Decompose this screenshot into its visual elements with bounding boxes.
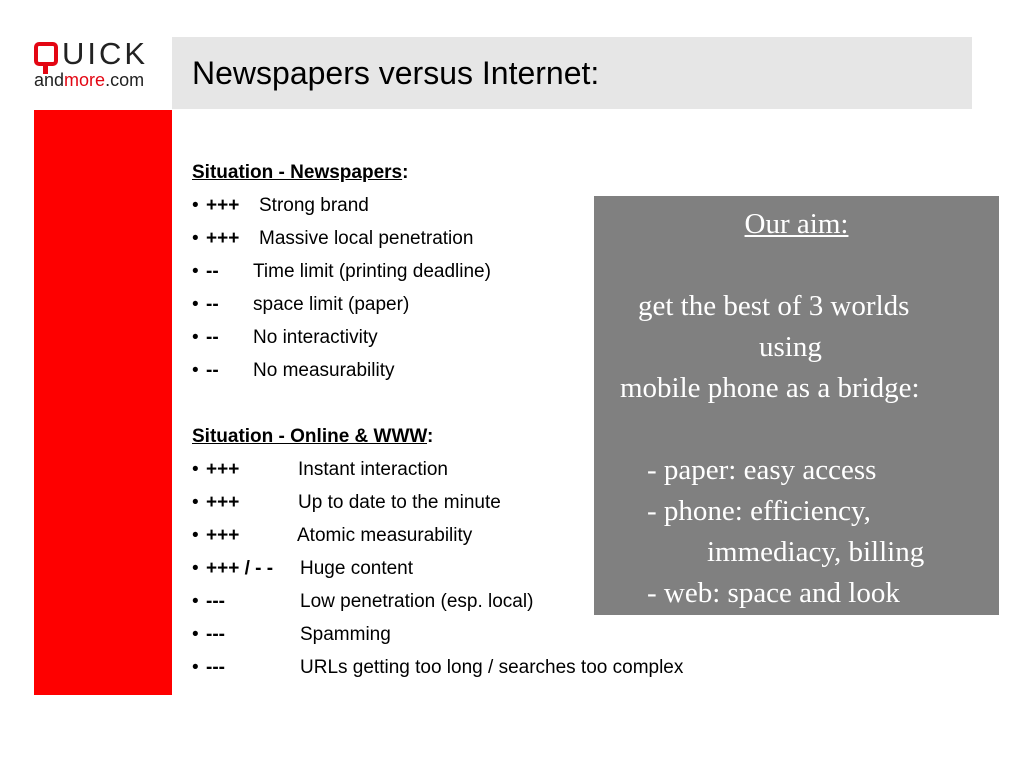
item-text: URLs getting too long / searches too complex — [300, 657, 684, 678]
item-text: space limit (paper) — [253, 294, 410, 315]
aim-point-2: - phone: efficiency, — [647, 495, 871, 527]
title-band — [172, 37, 972, 109]
aim-title: Our aim: — [744, 208, 849, 240]
newspapers-heading-text: Situation - Newspapers — [192, 162, 403, 183]
rating: +++ — [206, 492, 240, 513]
rating-extra: / - - — [239, 558, 274, 579]
aim-point-2b: immediacy, billing — [707, 536, 925, 568]
item-text: No interactivity — [253, 327, 378, 348]
aim-point-1: - paper: easy access — [647, 454, 877, 486]
rating: -- — [206, 327, 219, 348]
rating: +++ — [206, 228, 240, 249]
rating: +++ — [206, 195, 240, 216]
rating: --- — [206, 591, 225, 612]
bullet-icon: • — [192, 657, 199, 678]
bullet-icon: • — [192, 327, 199, 348]
list-item — [192, 623, 792, 656]
bullet-icon: • — [192, 360, 199, 381]
slide-title: Newspapers versus Internet: — [192, 55, 600, 91]
rating: -- — [206, 261, 219, 282]
item-text: Low penetration (esp. local) — [300, 591, 534, 612]
list-item — [192, 656, 792, 689]
rating: +++ — [206, 525, 240, 546]
item-text: Huge content — [300, 558, 414, 579]
rating: --- — [206, 657, 225, 678]
rating: -- — [206, 360, 219, 381]
rating: +++ — [206, 558, 240, 579]
item-text: Spamming — [300, 624, 391, 645]
online-heading-suffix: : — [427, 426, 434, 447]
bullet-icon: • — [192, 294, 199, 315]
item-text: Instant interaction — [298, 459, 448, 480]
logo-sub-suffix: .com — [105, 70, 145, 90]
bullet-icon: • — [192, 558, 199, 579]
newspapers-heading — [192, 161, 792, 194]
aim-line-1: get the best of 3 worlds — [638, 290, 910, 322]
logo-sub-highlight: more — [64, 70, 106, 90]
logo-subtitle — [34, 70, 144, 90]
bullet-icon: • — [192, 459, 199, 480]
red-side-bar — [34, 110, 172, 695]
newspapers-heading-suffix: : — [402, 162, 409, 183]
rating: +++ — [206, 459, 240, 480]
item-text: Massive local penetration — [259, 228, 474, 249]
logo-word: UICK — [62, 36, 149, 71]
bullet-icon: • — [192, 591, 199, 612]
bullet-icon: • — [192, 492, 199, 513]
item-text: Atomic measurability — [297, 525, 473, 546]
bullet-icon: • — [192, 624, 199, 645]
logo-sub-prefix: and — [34, 70, 65, 90]
item-text: Time limit (printing deadline) — [253, 261, 491, 282]
bullet-icon: • — [192, 525, 199, 546]
rating: --- — [206, 624, 225, 645]
aim-box — [594, 196, 999, 615]
online-heading-text: Situation - Online & WWW — [192, 426, 428, 447]
aim-line-3: mobile phone as a bridge: — [620, 372, 920, 404]
bullet-icon: • — [192, 261, 199, 282]
aim-line-2: using — [759, 331, 822, 363]
aim-point-3: - web: space and look — [647, 577, 900, 609]
rating: -- — [206, 294, 219, 315]
item-text: Up to date to the minute — [298, 492, 501, 513]
company-logo — [34, 36, 170, 94]
bullet-icon: • — [192, 228, 199, 249]
item-text: Strong brand — [259, 195, 369, 216]
logo-q-mark — [34, 42, 58, 66]
item-text: No measurability — [253, 360, 395, 381]
bullet-icon: • — [192, 195, 199, 216]
